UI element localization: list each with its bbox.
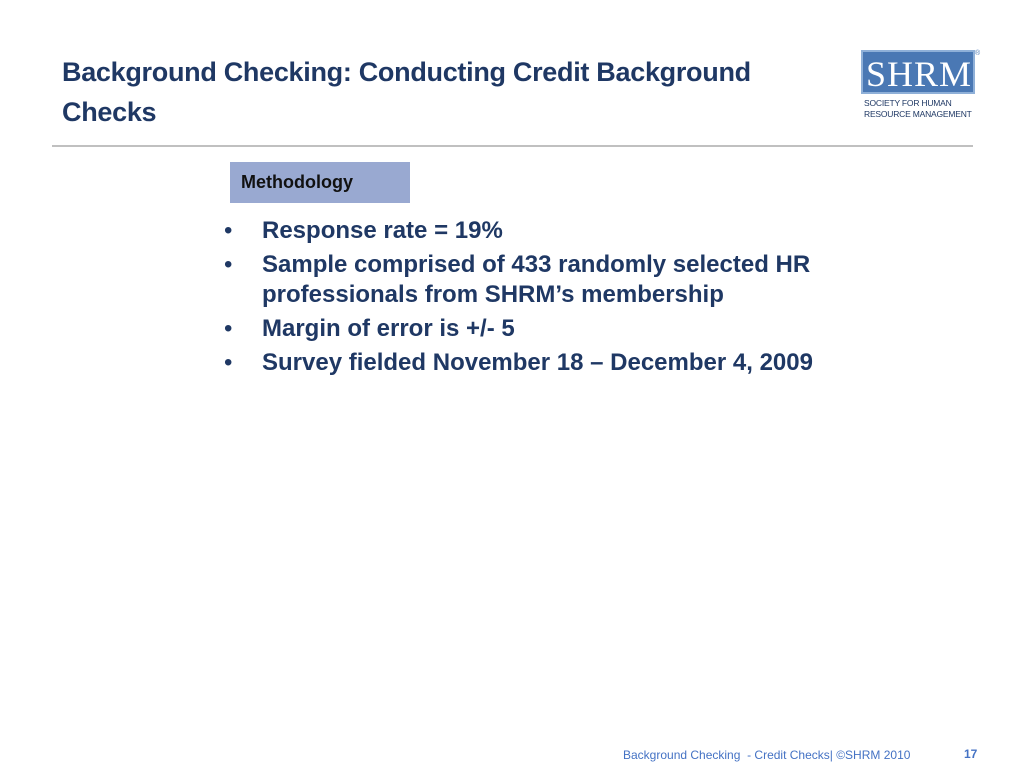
list-item — [222, 314, 942, 344]
bullet-text: Response rate = 19% — [262, 217, 503, 244]
bullet-text: Sample comprised of 433 randomly selected HR professionals from SHRM’s membership — [262, 251, 811, 308]
section-label: Methodology — [230, 162, 410, 203]
logo-letters: SHRM — [865, 54, 973, 94]
bullet-text: Survey fielded November 18 – December 4, 2009 — [262, 349, 813, 376]
slide-title-line-1: Background Checking: Conducting Credit Background — [62, 57, 751, 87]
bullet-icon: • — [224, 315, 233, 342]
list-item — [222, 348, 942, 378]
footer-text: Background Checking - Credit Checks| ©SHRM 2010 — [623, 748, 911, 762]
bullet-icon: • — [224, 251, 233, 278]
list-item — [222, 216, 942, 246]
slide-title-line-2: Checks — [62, 97, 157, 127]
list-item — [222, 250, 942, 310]
bullet-list — [222, 216, 942, 382]
bullet-text: Margin of error is +/- 5 — [262, 315, 515, 342]
bullet-icon: • — [224, 217, 233, 244]
title-divider — [52, 145, 973, 147]
bullet-icon: • — [224, 349, 233, 376]
logo-mark — [861, 50, 975, 94]
logo-registered-mark: ® — [975, 50, 981, 57]
page-number: 17 — [964, 747, 978, 761]
logo-tagline-2: RESOURCE MANAGEMENT — [864, 109, 972, 119]
slide-title — [62, 52, 842, 132]
logo-tagline-1: SOCIETY FOR HUMAN — [864, 98, 952, 108]
shrm-logo — [861, 50, 981, 124]
